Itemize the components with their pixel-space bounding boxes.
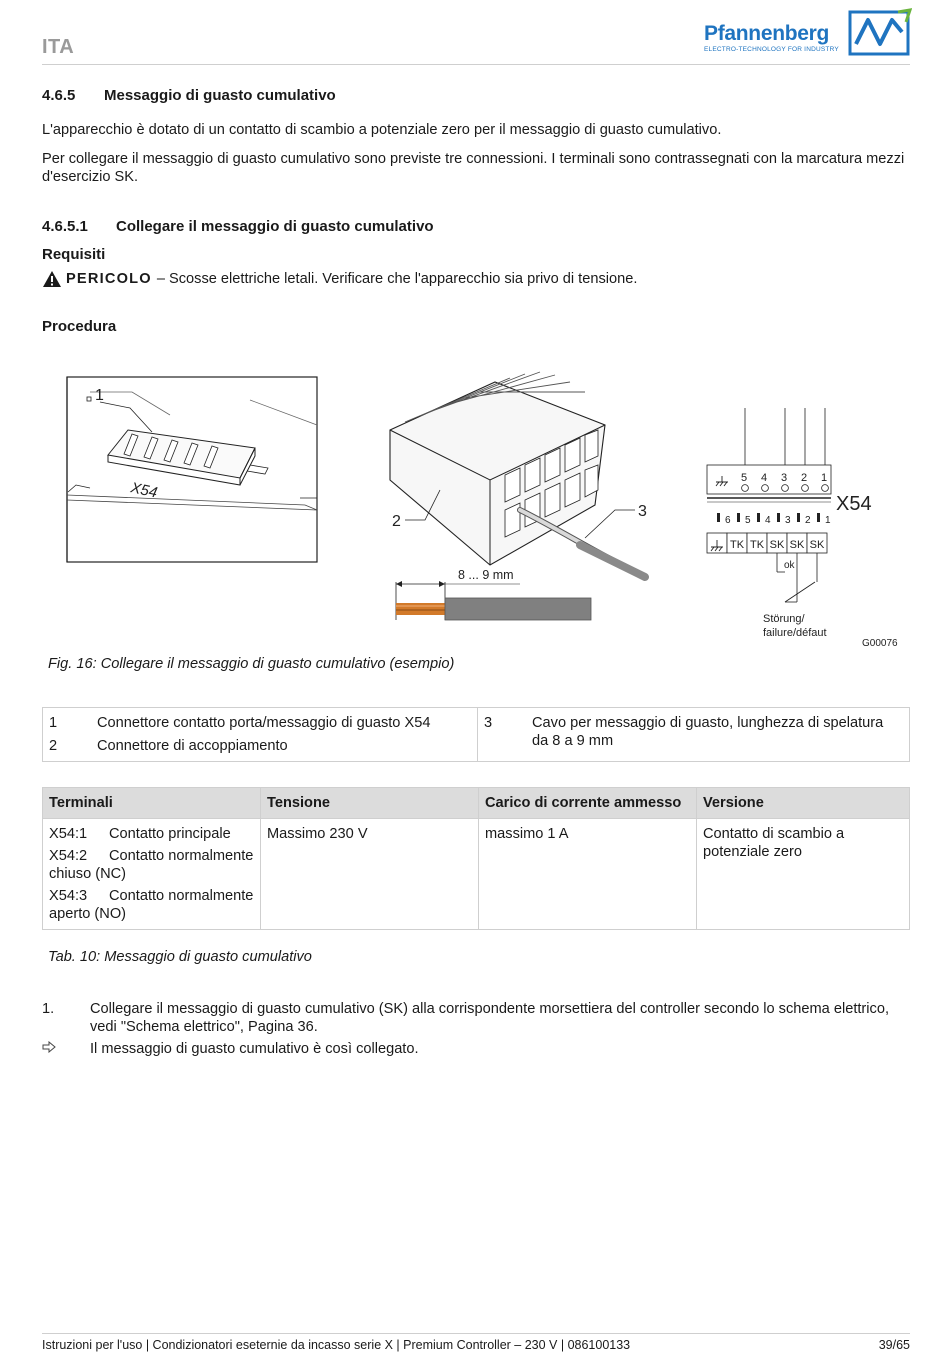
danger-text: – Scosse elettriche letali. Verificare che l'apparecchio sia privo di tensione. [156, 271, 638, 287]
fault-label-line1: Störung/ [763, 613, 805, 625]
legend-text: Connettore di accoppiamento [97, 738, 288, 754]
header-divider [42, 64, 910, 65]
warning-icon [42, 270, 62, 288]
top-number-4: 4 [760, 472, 768, 484]
voltage-cell: Massimo 230 V [261, 819, 479, 930]
coupling-connector-illustration [390, 372, 647, 577]
table-header: Versione [697, 788, 910, 819]
stripped-wire-illustration [396, 568, 591, 620]
ok-label: ok [784, 560, 795, 571]
terminal-tk-2: TK [749, 539, 765, 551]
fault-relay-symbol [763, 553, 827, 639]
terminal-desc: Contatto normalmente chiuso (NC) [49, 848, 254, 882]
danger-word: PERICOLO [66, 271, 152, 287]
paragraph-intro: L'apparecchio è dotato di un contatto di scambio a potenziale zero per il messaggio di guasto cumulativo. [42, 122, 722, 138]
requisiti-heading: Requisiti [42, 246, 106, 263]
arrow-right-icon [42, 1040, 90, 1058]
terminal-tk-1: TK [729, 539, 745, 551]
x54-schematic [707, 408, 898, 649]
footer-divider [42, 1333, 910, 1334]
brand-logo [700, 8, 912, 58]
callout-1: 1 [95, 387, 104, 404]
legend-text: Cavo per messaggio di guasto, lunghezza di spelatura da 8 a 9 mm [532, 715, 884, 749]
terminal-desc: Contatto principale [109, 826, 231, 842]
terminal-id: X54:2 [49, 848, 88, 864]
figure-legend-table [42, 707, 910, 762]
top-number-2: 2 [800, 472, 808, 484]
paragraph-connections: Per collegare il messaggio di guasto cumulativo sono previste tre connessioni. I terminali sono contrassegnati con la marcatura mezzi d'esercizio SK. [42, 151, 905, 185]
callout-3: 3 [638, 503, 647, 520]
cable-insulation [445, 598, 591, 620]
legend-num: 2 [49, 738, 58, 754]
current-cell: massimo 1 A [479, 819, 697, 930]
terminal-sk-1: SK [769, 539, 785, 551]
logo-name: Pfannenberg [704, 22, 830, 45]
legend-num: 3 [484, 715, 493, 731]
table-caption: Tab. 10: Messaggio di guasto cumulativo [48, 949, 312, 965]
terminal-entry [49, 825, 254, 843]
language-code: ITA [42, 36, 75, 58]
procedure-step [42, 1000, 902, 1036]
section-number: 4.6.5 [42, 87, 76, 104]
legend-left-cell [43, 708, 478, 762]
pin-2: 2 [805, 515, 811, 526]
danger-notice [42, 270, 637, 288]
footer-text: Istruzioni per l'uso | Condizionatori eseternie da incasso serie X | Premium Controller – 230 V | 086100133 [42, 1338, 631, 1352]
legend-text: Connettore contatto porta/messaggio di guasto X54 [97, 715, 431, 731]
procedure-result [42, 1040, 419, 1058]
legend-item [49, 737, 471, 755]
figure-connection-diagram [40, 370, 910, 650]
subsection-number: 4.6.5.1 [42, 218, 88, 235]
strip-length-label: 8 ... 9 mm [458, 568, 514, 582]
top-number-5: 5 [740, 472, 748, 484]
step-number: 1. [42, 1001, 55, 1017]
legend-num: 1 [49, 715, 58, 731]
pin-6: 6 [725, 515, 731, 526]
terminal-entry [49, 847, 254, 883]
subsection-title: Collegare il messaggio di guasto cumulativo [116, 218, 434, 235]
housing-illustration [67, 377, 317, 562]
legend-right-cell [478, 708, 910, 762]
terminal-label-row [707, 533, 827, 553]
terminal-sk-3: SK [809, 539, 825, 551]
table-header-row [43, 788, 910, 819]
legend-item [484, 714, 903, 750]
top-number-1: 1 [820, 472, 828, 484]
fault-label-line2: failure/défaut [763, 627, 827, 639]
figure-caption: Fig. 16: Collegare il messaggio di guasto cumulativo (esempio) [48, 656, 455, 672]
terminal-spec-table [42, 787, 910, 930]
pin-3: 3 [785, 515, 791, 526]
copper-wire [396, 603, 446, 615]
section-title: Messaggio di guasto cumulativo [104, 87, 336, 104]
page-number: 39/65 [878, 1338, 910, 1352]
legend-item [49, 714, 471, 732]
result-text: Il messaggio di guasto cumulativo è così collegato. [90, 1041, 419, 1057]
terminal-id: X54:1 [49, 826, 88, 842]
terminal-id: X54:3 [49, 888, 88, 904]
top-number-3: 3 [780, 472, 788, 484]
procedura-heading: Procedura [42, 318, 117, 335]
terminals-cell [43, 819, 261, 930]
terminal-sk-2: SK [789, 539, 805, 551]
pin-1: 1 [825, 515, 831, 526]
x54-schematic-label: X54 [836, 493, 872, 515]
logo-tagline: ELECTRO-TECHNOLOGY FOR INDUSTRY [704, 46, 839, 53]
table-header: Tensione [261, 788, 479, 819]
terminal-desc: Contatto normalmente aperto (NO) [49, 888, 254, 922]
figure-code: G00076 [862, 638, 898, 649]
version-cell: Contatto di scambio a potenziale zero [697, 819, 910, 930]
table-row [43, 819, 910, 930]
logo-wave-icon [848, 8, 912, 58]
callout-2: 2 [392, 513, 401, 530]
pin-row [717, 513, 831, 526]
pin-5: 5 [745, 515, 751, 526]
table-header: Carico di corrente ammesso [479, 788, 697, 819]
step-text: Collegare il messaggio di guasto cumulativo (SK) alla corrispondente morsettiera del controller secondo lo schema elettrico, vedi "Schema elettrico", Pagina 36. [90, 1001, 889, 1035]
x54-plate-label: X54 [129, 479, 159, 502]
pin-4: 4 [765, 515, 771, 526]
table-header: Terminali [43, 788, 261, 819]
terminal-entry [49, 887, 254, 923]
